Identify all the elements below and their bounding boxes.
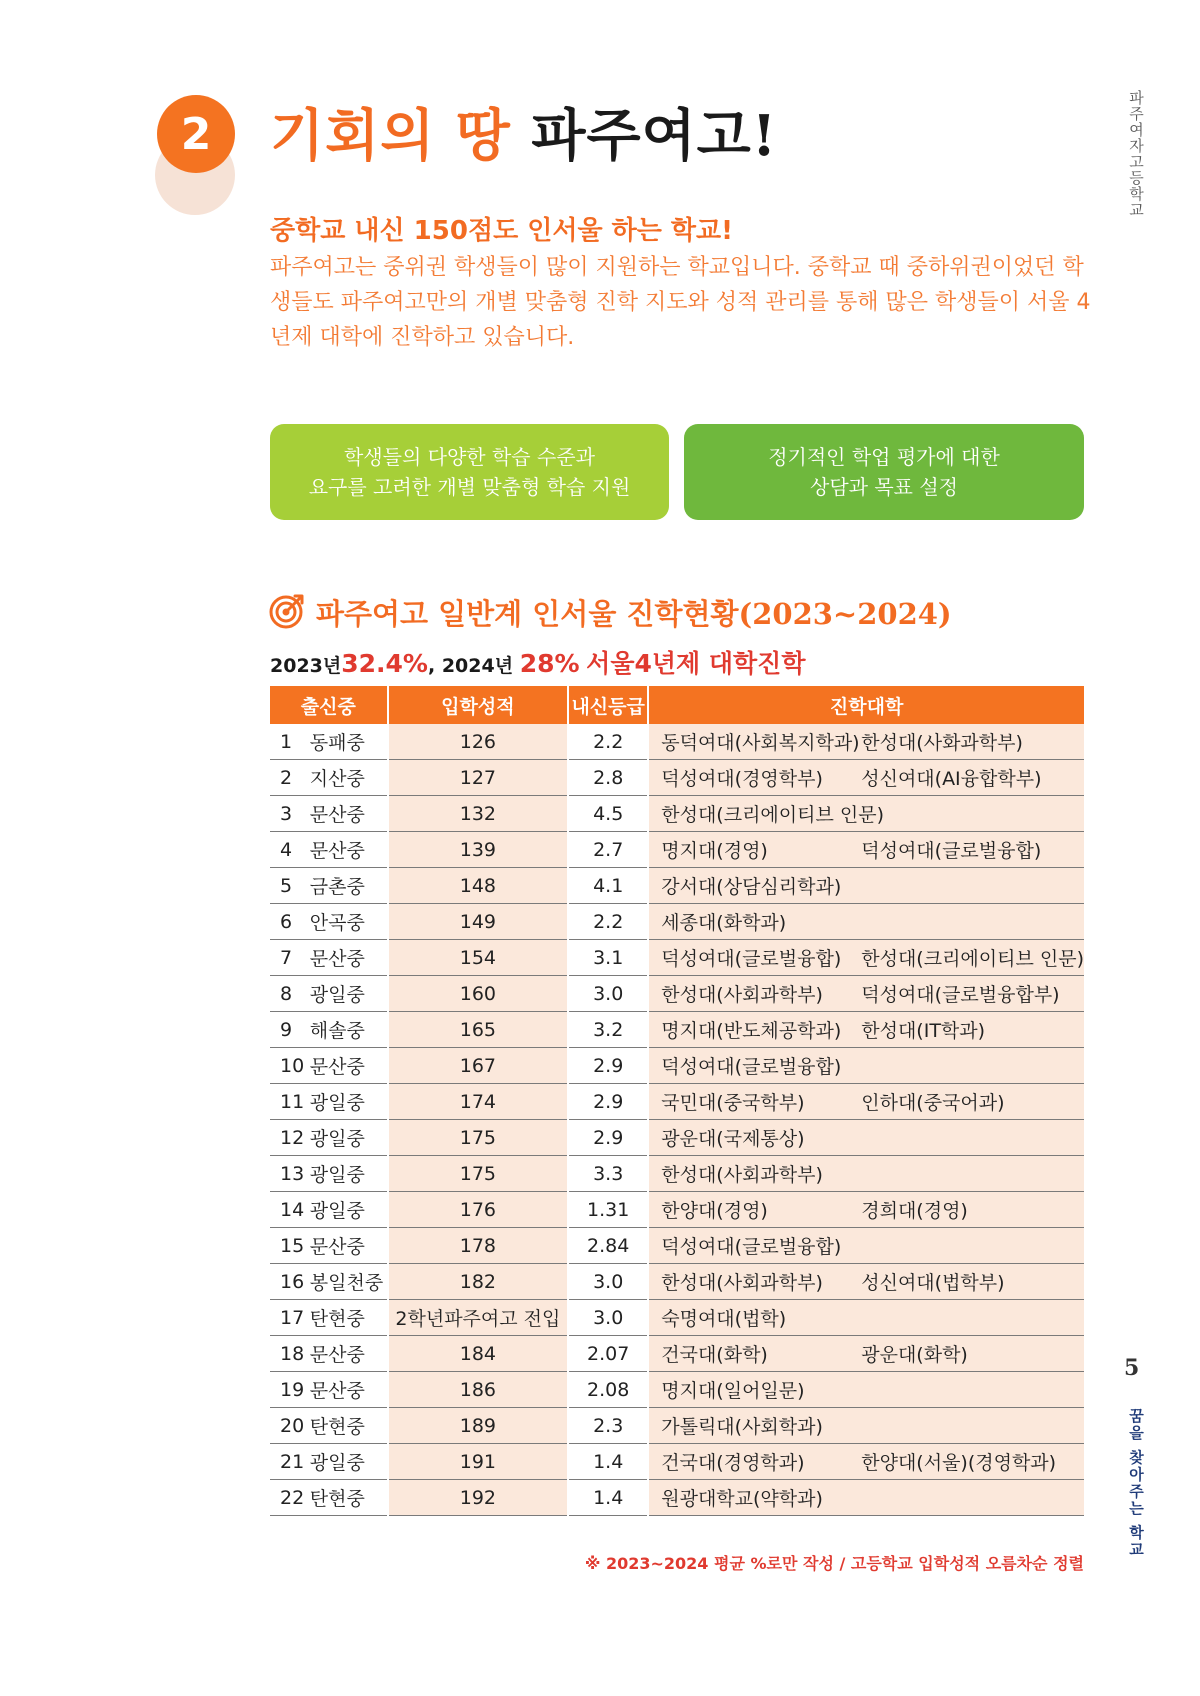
row-universities (648, 760, 1084, 796)
row-universities (648, 1408, 1084, 1444)
row-universities (648, 1300, 1084, 1336)
row-middle-school: 광일중 (308, 1120, 388, 1156)
table-row (270, 1444, 1084, 1480)
row-admission-score: 189 (388, 1408, 568, 1444)
row-universities (648, 724, 1084, 760)
page-number: 5 (1124, 1355, 1140, 1381)
row-admission-score: 126 (388, 724, 568, 760)
header-university: 진학대학 (648, 686, 1084, 724)
intro-paragraph: 파주여고는 중위권 학생들이 많이 지원하는 학교입니다. 중학교 때 중하위권이었던 학생들도 파주여고만의 개별 맞춤형 진학 지도와 성적 관리를 통해 많은 학생들이 서울 4년제 대학에 진학하고 있습니다. (270, 255, 1091, 350)
row-middle-school: 문산중 (308, 940, 388, 976)
table-row (270, 1264, 1084, 1300)
row-number: 10 (270, 1048, 308, 1084)
table-row (270, 832, 1084, 868)
row-university-2: 한양대(서울)(경영학과) (861, 1452, 1057, 1474)
row-grade: 2.9 (568, 1048, 648, 1084)
row-university-2: 한성대(IT학과) (861, 1020, 986, 1042)
row-university-1: 덕성여대(글로벌융합) (661, 948, 842, 970)
admissions-table-body (270, 724, 1084, 1516)
row-university-1: 덕성여대(글로벌융합) (661, 1056, 842, 1078)
header-admission-score: 입학성적 (388, 686, 568, 724)
row-university-1: 한양대(경영) (661, 1200, 768, 1222)
row-admission-score: 192 (388, 1480, 568, 1516)
row-middle-school: 안곡중 (308, 904, 388, 940)
row-universities (648, 1336, 1084, 1372)
header-grade: 내신등급 (568, 686, 648, 724)
row-universities (648, 1372, 1084, 1408)
row-grade: 2.7 (568, 832, 648, 868)
table-row (270, 1228, 1084, 1264)
row-universities (648, 1192, 1084, 1228)
row-university-1: 광운대(국제통상) (661, 1128, 805, 1150)
row-middle-school: 광일중 (308, 1156, 388, 1192)
row-admission-score: 175 (388, 1120, 568, 1156)
row-number: 7 (270, 940, 308, 976)
row-university-2: 경희대(경영) (861, 1200, 968, 1222)
row-university-1: 건국대(화학) (661, 1344, 768, 1366)
row-university-1: 덕성여대(경영학부) (661, 768, 823, 790)
row-middle-school: 광일중 (308, 976, 388, 1012)
row-university-1: 명지대(일어일문) (661, 1380, 805, 1402)
row-grade: 4.1 (568, 868, 648, 904)
row-middle-school: 문산중 (308, 796, 388, 832)
table-row (270, 868, 1084, 904)
admissions-section-title: 파주여고 일반계 인서울 진학현황(2023~2024) (316, 597, 952, 631)
table-row (270, 940, 1084, 976)
row-number: 5 (270, 868, 308, 904)
table-row (270, 1084, 1084, 1120)
row-university-2: 성신여대(법학부) (861, 1272, 1005, 1294)
row-number: 11 (270, 1084, 308, 1120)
row-number: 22 (270, 1480, 308, 1516)
row-admission-score: 139 (388, 832, 568, 868)
row-middle-school: 광일중 (308, 1444, 388, 1480)
stat-year-2023-value: 32.4% (341, 649, 428, 678)
row-middle-school: 봉일천중 (308, 1264, 388, 1300)
row-university-1: 강서대(상담심리학과) (661, 876, 842, 898)
table-row (270, 760, 1084, 796)
row-number: 17 (270, 1300, 308, 1336)
row-grade: 3.1 (568, 940, 648, 976)
row-university-1: 가톨릭대(사회학과) (661, 1416, 823, 1438)
table-row (270, 796, 1084, 832)
row-admission-score: 132 (388, 796, 568, 832)
row-middle-school: 탄현중 (308, 1480, 388, 1516)
row-universities (648, 1120, 1084, 1156)
row-admission-score: 175 (388, 1156, 568, 1192)
side-footer-slogan: 꿈을 찾아주는 학교 (1127, 1408, 1145, 1559)
row-grade: 2.2 (568, 724, 648, 760)
row-middle-school: 광일중 (308, 1192, 388, 1228)
row-number: 12 (270, 1120, 308, 1156)
row-university-1: 한성대(사회과학부) (661, 1164, 823, 1186)
row-middle-school: 탄현중 (308, 1408, 388, 1444)
row-middle-school: 광일중 (308, 1084, 388, 1120)
row-university-1: 한성대(사회과학부) (661, 984, 823, 1006)
admissions-stat-line (270, 644, 805, 680)
row-admission-score: 167 (388, 1048, 568, 1084)
subhead: 중학교 내신 150점도 인서울 하는 학교! (270, 216, 734, 246)
row-university-1: 명지대(반도체공학과) (661, 1020, 842, 1042)
row-number: 8 (270, 976, 308, 1012)
headline-rest: 파주여고! (531, 103, 778, 169)
feature-pill-counseling: 정기적인 학업 평가에 대한 상담과 목표 설정 (684, 424, 1084, 520)
section-number-badge: 2 (157, 95, 235, 173)
row-grade: 4.5 (568, 796, 648, 832)
row-middle-school: 문산중 (308, 832, 388, 868)
stat-year-2024-value: 28% (519, 649, 580, 678)
table-footnote: ※ 2023~2024 평균 %로만 작성 / 고등학교 입학성적 오름차순 정렬 (584, 1554, 1084, 1573)
row-number: 9 (270, 1012, 308, 1048)
row-university-2: 덕성여대(글로벌융합부) (861, 984, 1060, 1006)
row-university-1: 한성대(사회과학부) (661, 1272, 823, 1294)
row-grade: 3.0 (568, 1264, 648, 1300)
row-number: 4 (270, 832, 308, 868)
row-grade: 2.2 (568, 904, 648, 940)
row-number: 19 (270, 1372, 308, 1408)
row-universities (648, 940, 1084, 976)
row-university-2: 한성대(사화과학부) (861, 732, 1023, 754)
row-grade: 1.4 (568, 1480, 648, 1516)
header-middle-school: 출신중 (270, 686, 388, 724)
row-university-2: 덕성여대(글로벌융합) (861, 840, 1042, 862)
row-university-1: 국민대(중국학부) (661, 1092, 805, 1114)
row-admission-score: 174 (388, 1084, 568, 1120)
side-school-label: 파주여자고등학교 (1127, 90, 1145, 218)
row-universities (648, 1444, 1084, 1480)
row-university-1: 세종대(화학과) (661, 912, 787, 934)
row-grade: 2.84 (568, 1228, 648, 1264)
row-universities (648, 868, 1084, 904)
table-row (270, 724, 1084, 760)
row-grade: 2.07 (568, 1336, 648, 1372)
row-admission-score: 186 (388, 1372, 568, 1408)
table-row (270, 1480, 1084, 1516)
row-grade: 1.4 (568, 1444, 648, 1480)
table-row (270, 1408, 1084, 1444)
row-grade: 3.0 (568, 1300, 648, 1336)
row-grade: 2.9 (568, 1120, 648, 1156)
row-grade: 2.8 (568, 760, 648, 796)
row-middle-school: 지산중 (308, 760, 388, 796)
section-headline (270, 92, 777, 172)
row-university-2: 한성대(크리에이티브 인문) (861, 948, 1084, 970)
row-middle-school: 문산중 (308, 1372, 388, 1408)
row-admission-score: 191 (388, 1444, 568, 1480)
row-universities (648, 1156, 1084, 1192)
row-number: 14 (270, 1192, 308, 1228)
row-grade: 3.3 (568, 1156, 648, 1192)
table-row (270, 1120, 1084, 1156)
row-universities (648, 832, 1084, 868)
row-grade: 3.0 (568, 976, 648, 1012)
feature-pill-individual-support: 학생들의 다양한 학습 수준과 요구를 고려한 개별 맞춤형 학습 지원 (270, 424, 669, 520)
row-admission-score: 182 (388, 1264, 568, 1300)
row-middle-school: 동패중 (308, 724, 388, 760)
row-admission-score: 149 (388, 904, 568, 940)
stat-separator: , (427, 655, 442, 677)
table-row (270, 976, 1084, 1012)
row-admission-score: 165 (388, 1012, 568, 1048)
row-number: 3 (270, 796, 308, 832)
stat-year-2024-label: 2024년 (441, 655, 514, 677)
row-number: 21 (270, 1444, 308, 1480)
row-university-1: 한성대(크리에이티브 인문) (661, 804, 884, 826)
row-grade: 3.2 (568, 1012, 648, 1048)
row-university-1: 원광대학교(약학과) (661, 1488, 823, 1510)
stat-suffix: 서울4년제 대학진학 (586, 649, 806, 678)
row-number: 16 (270, 1264, 308, 1300)
row-number: 6 (270, 904, 308, 940)
table-row (270, 1192, 1084, 1228)
table-row (270, 1156, 1084, 1192)
row-admission-score: 160 (388, 976, 568, 1012)
row-admission-score: 184 (388, 1336, 568, 1372)
row-admission-score: 127 (388, 760, 568, 796)
row-university-1: 명지대(경영) (661, 840, 768, 862)
row-admission-score: 148 (388, 868, 568, 904)
row-grade: 2.3 (568, 1408, 648, 1444)
row-admission-score: 2학년파주여고 전입 (388, 1300, 568, 1336)
headline-highlight: 기회의 땅 (270, 103, 511, 169)
row-admission-score: 178 (388, 1228, 568, 1264)
row-grade: 2.08 (568, 1372, 648, 1408)
row-middle-school: 문산중 (308, 1048, 388, 1084)
row-universities (648, 1084, 1084, 1120)
row-grade: 1.31 (568, 1192, 648, 1228)
row-universities (648, 1480, 1084, 1516)
table-row (270, 1372, 1084, 1408)
table-row (270, 1012, 1084, 1048)
row-number: 15 (270, 1228, 308, 1264)
row-university-1: 숙명여대(법학) (661, 1308, 787, 1330)
table-row (270, 1048, 1084, 1084)
row-middle-school: 해솔중 (308, 1012, 388, 1048)
row-universities (648, 1012, 1084, 1048)
row-middle-school: 금촌중 (308, 868, 388, 904)
row-universities (648, 796, 1084, 832)
row-universities (648, 1048, 1084, 1084)
row-universities (648, 1264, 1084, 1300)
row-number: 2 (270, 760, 308, 796)
row-number: 1 (270, 724, 308, 760)
row-universities (648, 1228, 1084, 1264)
row-number: 18 (270, 1336, 308, 1372)
row-grade: 2.9 (568, 1084, 648, 1120)
row-university-2: 인하대(중국어과) (861, 1092, 1005, 1114)
table-row (270, 1300, 1084, 1336)
stat-year-2023-label: 2023년 (270, 655, 342, 677)
row-university-1: 덕성여대(글로벌융합) (661, 1236, 842, 1258)
table-header-row (270, 686, 1084, 724)
table-row (270, 904, 1084, 940)
admissions-table (270, 686, 1084, 1516)
row-universities (648, 976, 1084, 1012)
row-university-2: 성신여대(AI융합학부) (861, 768, 1042, 790)
target-icon (268, 592, 306, 630)
row-admission-score: 176 (388, 1192, 568, 1228)
row-middle-school: 문산중 (308, 1228, 388, 1264)
row-university-1: 건국대(경영학과) (661, 1452, 805, 1474)
row-number: 13 (270, 1156, 308, 1192)
row-middle-school: 문산중 (308, 1336, 388, 1372)
row-admission-score: 154 (388, 940, 568, 976)
row-middle-school: 탄현중 (308, 1300, 388, 1336)
row-university-1: 동덕여대(사회복지학과) (661, 732, 860, 754)
row-universities (648, 904, 1084, 940)
row-university-2: 광운대(화학) (861, 1344, 968, 1366)
table-row (270, 1336, 1084, 1372)
row-number: 20 (270, 1408, 308, 1444)
